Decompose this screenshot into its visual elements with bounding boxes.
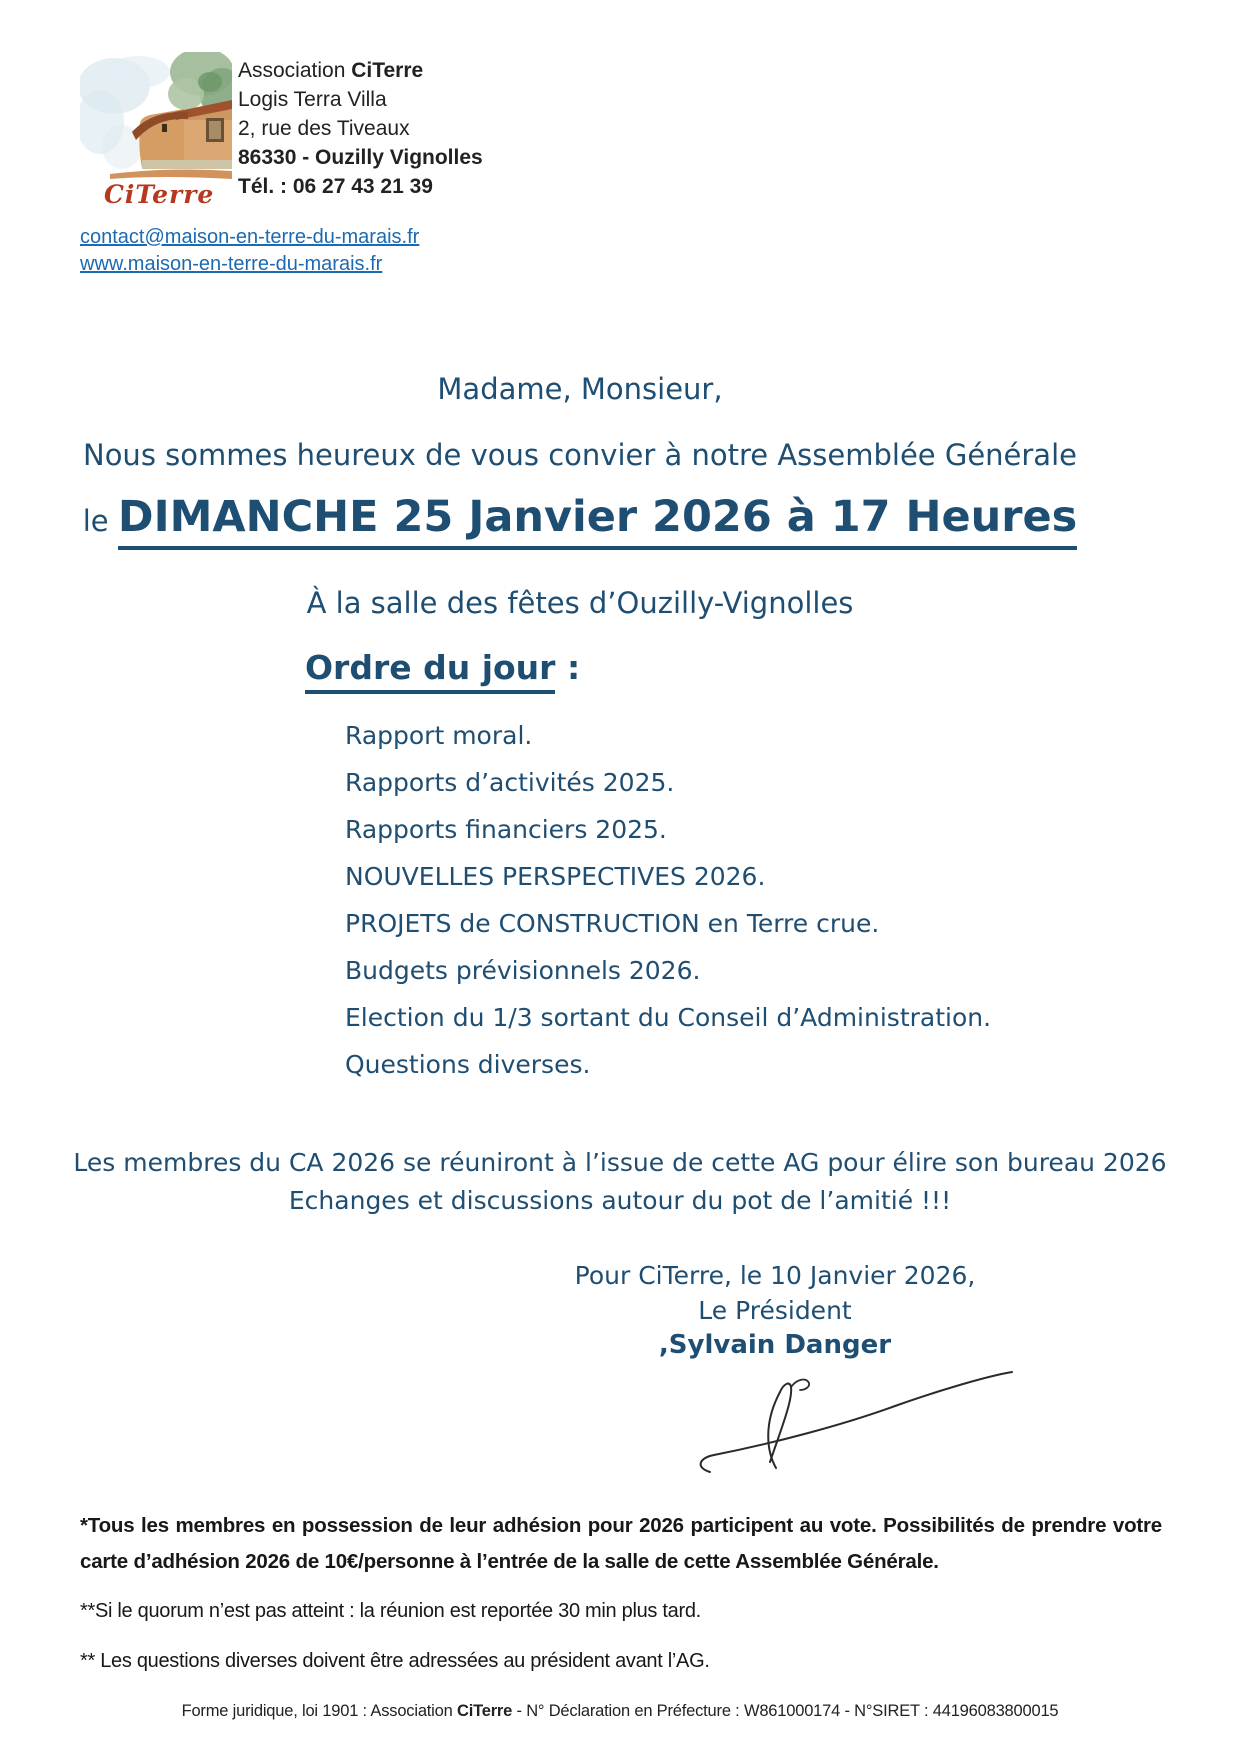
event-date-headline (0, 492, 1160, 542)
org-address-block (238, 56, 483, 201)
ca-note-line-1: Les membres du CA 2026 se réuniront à l’issue de cette AG pour élire son bureau 2026 (73, 1148, 1167, 1177)
agenda-item: NOUVELLES PERSPECTIVES 2026. (345, 862, 766, 891)
org-name-line (238, 56, 483, 85)
agenda-item: Rapports d’activités 2025. (345, 768, 675, 797)
closing-role: Le Président (698, 1296, 852, 1325)
agenda-item: PROJETS de CONSTRUCTION en Terre crue. (345, 909, 880, 938)
signature-icon (680, 1368, 1020, 1483)
legal-prefix: Forme juridique, loi 1901 : Association (181, 1702, 457, 1720)
date-line: DIMANCHE 25 Janvier 2026 à 17 Heures (118, 492, 1077, 550)
legal-suffix: - N° Déclaration en Préfecture : W861000174 - N°SIRET : 44196083800015 (512, 1702, 1059, 1720)
earth-house-watercolor-icon (80, 52, 232, 180)
logo-caption: CiTerre (104, 180, 215, 209)
address-line-3: 86330 - Ouzilly Vignolles (238, 146, 483, 169)
date-prefix: le (82, 504, 118, 538)
footnote-vote: *Tous les membres en possession de leur adhésion pour 2026 participent au vote. Possibilités de prendre votre carte d’adhésion 2026 de 10€/personne à l’entrée de la salle de cette Assemblée Générale. (80, 1514, 1162, 1573)
legal-footer (0, 1702, 1240, 1721)
agenda-title-colon: : (555, 648, 581, 687)
salutation: Madame, Monsieur, (437, 372, 723, 406)
intro-line: Nous sommes heureux de vous convier à notre Assemblée Générale (83, 438, 1077, 472)
legal-brand: CiTerre (456, 1702, 513, 1720)
closing-date: Pour CiTerre, le 10 Janvier 2026, (574, 1261, 976, 1290)
citerre-logo (80, 52, 232, 209)
email-link[interactable]: contact@maison-en-terre-du-marais.fr (80, 226, 420, 248)
agenda-item: Budgets prévisionnels 2026. (345, 956, 701, 985)
president-signature (680, 1368, 1020, 1483)
closing-name: ,Sylvain Danger (658, 1330, 892, 1360)
org-prefix: Association (238, 59, 352, 82)
contact-links (80, 224, 419, 278)
ca-note-line-2: Echanges et discussions autour du pot de l’amitié !!! (288, 1186, 952, 1215)
agenda-title-text: Ordre du jour (305, 648, 555, 694)
org-name: CiTerre (351, 59, 424, 82)
footnote-quorum: **Si le quorum n’est pas atteint : la réunion est reportée 30 min plus tard. (80, 1600, 701, 1622)
agenda-item: Rapport moral. (345, 721, 533, 750)
agenda-title (305, 648, 580, 687)
agenda-list (345, 712, 991, 1088)
closing-block (540, 1258, 1010, 1363)
address-line-1: Logis Terra Villa (238, 88, 387, 111)
phone-line: Tél. : 06 27 43 21 39 (238, 175, 433, 198)
agenda-item: Questions diverses. (345, 1050, 591, 1079)
footnote-questions: ** Les questions diverses doivent être adressées au président avant l’AG. (80, 1650, 710, 1672)
address-line-2: 2, rue des Tiveaux (238, 117, 410, 140)
website-link[interactable]: www.maison-en-terre-du-marais.fr (80, 253, 383, 275)
ca-meeting-note (0, 1144, 1240, 1220)
agenda-item: Election du 1/3 sortant du Conseil d’Administration. (345, 1003, 992, 1032)
venue-line: À la salle des fêtes d’Ouzilly-Vignolles (306, 586, 854, 620)
agenda-item: Rapports financiers 2025. (345, 815, 667, 844)
